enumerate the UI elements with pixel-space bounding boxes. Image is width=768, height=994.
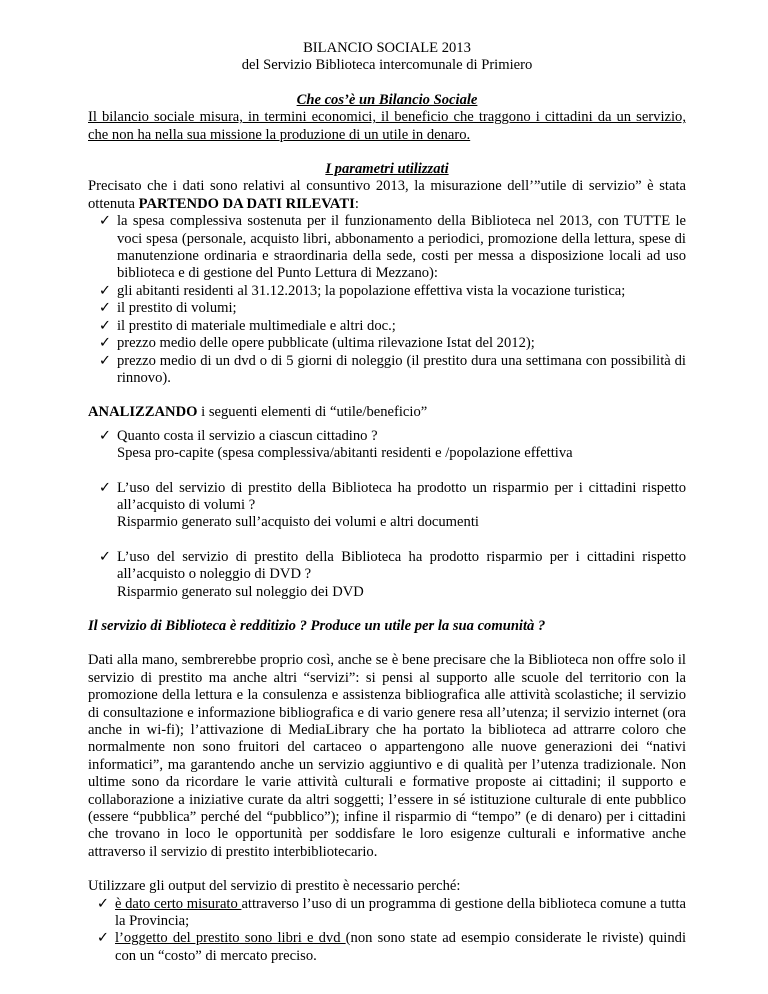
params-intro — [88, 178, 686, 213]
output-item-text: attraverso l’uso di un programma di gestione della biblioteca comune a tutta la Provincia; — [115, 895, 687, 930]
list-item-text: prezzo medio di un dvd o di 5 giorni di noleggio (il prestito dura una settimana con possibilità di rinnovo). — [117, 352, 686, 386]
list-item — [98, 213, 686, 283]
list-item — [98, 549, 686, 601]
title-line-1: BILANCIO SOCIALE 2013 — [303, 40, 471, 56]
list-item — [98, 283, 686, 300]
answer-text: Risparmio generato sul noleggio dei DVD — [117, 583, 364, 600]
checkmark-icon: ✓ — [98, 427, 112, 444]
list-item — [98, 353, 686, 388]
document-title — [88, 40, 686, 75]
checkmark-icon: ✓ — [96, 895, 110, 912]
list-item-text: gli abitanti residenti al 31.12.2013; la popolazione effettiva vista la vocazione turistica; — [117, 282, 626, 299]
section-heading-what: Che cos’è un Bilancio Sociale — [296, 91, 478, 108]
analysis-list — [88, 428, 686, 601]
checkmark-icon: ✓ — [98, 479, 112, 496]
list-item-text: la spesa complessiva sostenuta per il funzionamento della Biblioteca nel 2013, con TUTTE le voci spesa (personale, acquisto libri, abbonamento a periodici, promozione della lettura, spese di manutenzione ordinaria e straordinaria della sede, costi per messa a disposizione locali ad uso biblioteca e di gestione del Punto Lettura di Mezzano): — [117, 213, 686, 282]
analysis-lead-text: i seguenti elementi di “utile/beneficio” — [197, 404, 428, 421]
document-body — [88, 40, 686, 965]
list-item-text: il prestito di volumi; — [117, 300, 237, 317]
params-list — [88, 213, 686, 387]
section-text-profit: Dati alla mano, sembrerebbe proprio così, anche se è bene precisare che la Biblioteca non offre solo il servizio di prestito ma anche altri “servizi”: si pensi al supporto alle scuole del territorio con la promozione della lettura e la consulenza e assistenza bibliografica alle attività scolastiche; il servizio di consultazione e informazione bibliografica e di vario genere resa all’utenza; il servizio internet (ora anche in wi-fi); l’attivazione di MediaLibrary che ha portato la biblioteca ad attrarre coloro che normalmente non sono fruitori del cartaceo o appartengono alle nuove generazioni dei “nativi informatici”, ma garantendo anche un servizio aggiuntivo e di qualità per l’utenza tradizionale. Non ultime sono da ricordare le varie attività culturali e formative proposte ai cittadini; il supporto e collaborazione a iniziative curate da altri soggetti; l’essere in sé istituzione culturale di ente pubblico (essere “pubblica” perché del “pubblico”); infine il risparmio di “tempo” (e di denaro) per i cittadini che trovano in loco le opportunità per soddisfare le loro esigenze culturali e informative anche attraverso il servizio di prestito interbibliotecario. — [88, 652, 686, 860]
list-item-text: il prestito di materiale multimediale e altri doc.; — [117, 317, 396, 334]
params-intro-bold: PARTENDO DA DATI RILEVATI — [138, 195, 355, 212]
checkmark-icon: ✓ — [96, 930, 110, 947]
question-text: L’uso del servizio di prestito della Biblioteca ha prodotto un risparmio per i cittadini rispetto all’acquisto di volumi ? — [117, 479, 686, 513]
checkmark-icon: ✓ — [98, 335, 112, 352]
checkmark-icon: ✓ — [98, 300, 112, 317]
section-text-what: Il bilancio sociale misura, in termini economici, il beneficio che traggono i cittadini da un servizio, che non ha nella sua missione la produzione di un utile in denaro. — [88, 109, 686, 143]
params-intro-text: Precisato che i dati sono relativi al consuntivo 2013, la misurazione dell’”utile di servizio” è stata ottenuta — [88, 178, 686, 212]
list-item — [98, 300, 686, 317]
section-heading-params: I parametri utilizzati — [325, 161, 449, 178]
analysis-lead-bold: ANALIZZANDO — [88, 404, 198, 421]
list-item — [96, 930, 686, 965]
checkmark-icon: ✓ — [98, 213, 112, 230]
checkmark-icon: ✓ — [98, 317, 112, 334]
section-heading-profit: Il servizio di Biblioteca è redditizio ? Produce un utile per la sua comunità ? — [88, 617, 546, 634]
question-text: Quanto costa il servizio a ciascun cittadino ? — [117, 427, 378, 444]
analysis-lead — [88, 404, 686, 421]
checkmark-icon: ✓ — [98, 352, 112, 369]
output-item-text: (non sono state ad esempio considerate le riviste) quindi con un “costo” di mercato preciso. — [115, 930, 686, 964]
params-intro-end: : — [354, 195, 359, 212]
checkmark-icon: ✓ — [98, 282, 112, 299]
output-list — [88, 896, 686, 966]
answer-text: Risparmio generato sull’acquisto dei volumi e altri documenti — [117, 514, 479, 531]
output-item-underlined: l’oggetto del prestito sono libri e dvd — [115, 930, 346, 947]
list-item — [98, 428, 686, 463]
list-item — [98, 480, 686, 532]
answer-text: Spesa pro-capite (spesa complessiva/abitanti residenti e /popolazione effettiva — [117, 445, 573, 462]
list-item — [96, 896, 686, 931]
checkmark-icon: ✓ — [98, 548, 112, 565]
title-line-2: del Servizio Biblioteca intercomunale di Primiero — [241, 57, 533, 74]
list-item — [98, 335, 686, 352]
output-item-underlined: è dato certo misurato — [115, 895, 242, 912]
list-item — [98, 318, 686, 335]
output-intro: Utilizzare gli output del servizio di prestito è necessario perché: — [88, 878, 461, 895]
list-item-text: prezzo medio delle opere pubblicate (ultima rilevazione Istat del 2012); — [117, 335, 535, 352]
question-text: L’uso del servizio di prestito della Biblioteca ha prodotto risparmio per i cittadini rispetto all’acquisto o noleggio di DVD ? — [117, 548, 686, 583]
